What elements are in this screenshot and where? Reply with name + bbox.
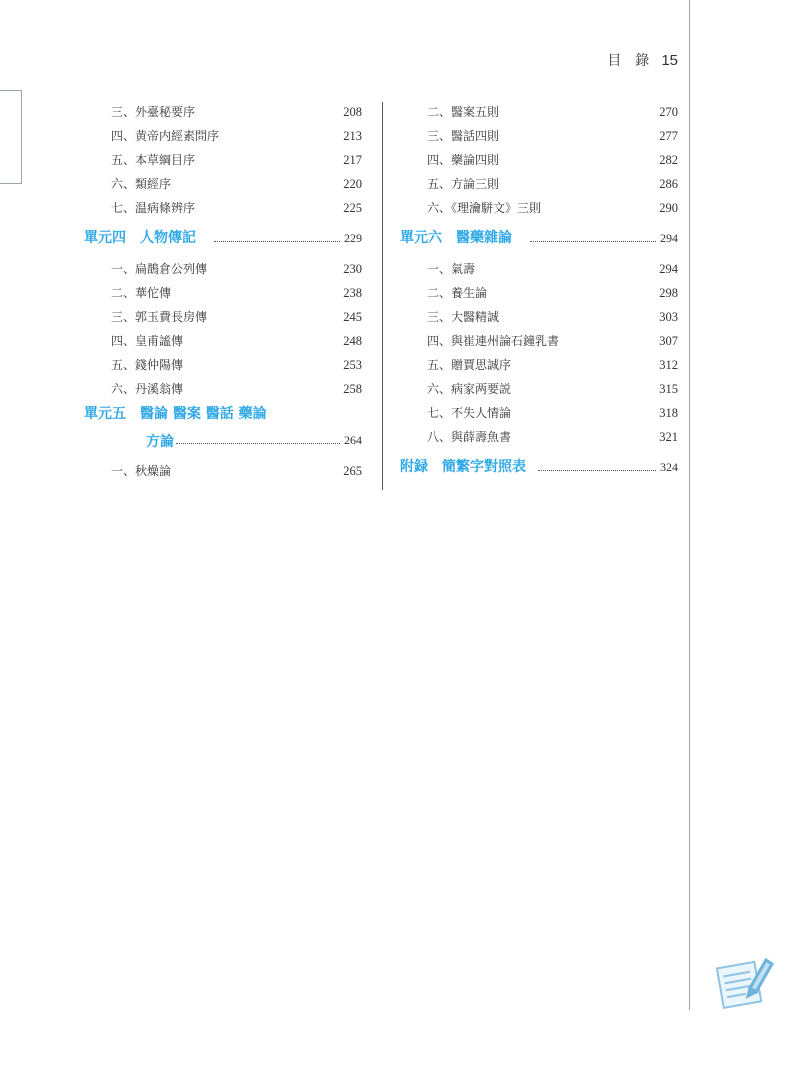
toc-entry[interactable] xyxy=(84,172,362,196)
toc-entry[interactable] xyxy=(84,377,362,401)
dot-leader xyxy=(176,425,340,455)
toc-entry[interactable] xyxy=(84,196,362,220)
toc-entry[interactable] xyxy=(84,148,362,172)
toc-entry-page: 294 xyxy=(659,262,678,276)
toc-entry[interactable] xyxy=(400,257,678,281)
unit-heading-4[interactable] xyxy=(84,220,362,257)
toc-entry-title: 八、與薛壽魚書 xyxy=(427,430,512,444)
toc-entry-title: 五、贈賈思誠序 xyxy=(427,358,512,372)
appendix-page: 324 xyxy=(660,460,678,474)
toc-entry[interactable] xyxy=(400,196,678,220)
toc-entry-page: 290 xyxy=(659,201,678,215)
toc-entry-title: 四、黄帝内經素問序 xyxy=(111,129,220,143)
header-page-number: 15 xyxy=(661,52,678,69)
toc-entry[interactable] xyxy=(84,100,362,124)
toc-entry[interactable] xyxy=(84,459,362,483)
unit-page: 229 xyxy=(344,231,362,245)
toc-entry-page: 298 xyxy=(659,286,678,300)
toc-entry-title: 六、《理瀹駢文》三則 xyxy=(427,201,542,215)
toc-entry-page: 303 xyxy=(659,310,678,324)
toc-entry-page: 253 xyxy=(343,358,362,372)
toc-entry-title: 六、病家两要説 xyxy=(427,382,512,396)
page-margin-rule xyxy=(689,0,690,1010)
unit-title-continued: 方論 xyxy=(146,434,174,450)
toc-entry-title: 三、大醫精誠 xyxy=(427,310,500,324)
notepad-pencil-icon xyxy=(714,954,774,1018)
unit-page: 264 xyxy=(344,433,362,447)
unit-title: 醫藥雜論 xyxy=(456,230,512,246)
unit-heading-title xyxy=(84,220,196,256)
toc-entry-page: 321 xyxy=(659,430,678,444)
toc-entry[interactable] xyxy=(84,329,362,353)
appendix-heading-title xyxy=(400,449,526,485)
unit-heading-5[interactable] xyxy=(84,401,362,459)
toc-entry-page: 213 xyxy=(343,129,362,143)
toc-entry-page: 220 xyxy=(343,177,362,191)
toc-entry-page: 318 xyxy=(659,406,678,420)
toc-entry[interactable] xyxy=(84,257,362,281)
unit-title: 醫論 醫案 醫話 藥論 xyxy=(140,406,267,422)
unit-number: 單元五 xyxy=(84,406,126,422)
toc-entry-title: 四、皇甫謐傳 xyxy=(111,334,184,348)
toc-entry-title: 四、藥論四則 xyxy=(427,153,500,167)
appendix-heading[interactable] xyxy=(400,449,678,486)
toc-entry-title: 七、温病條辨序 xyxy=(111,201,196,215)
unit-number: 單元四 xyxy=(84,230,126,246)
page-edge-tab xyxy=(0,90,22,184)
dot-leader xyxy=(530,220,656,256)
appendix-label: 附録 xyxy=(400,459,428,475)
toc-entry-page: 270 xyxy=(659,105,678,119)
toc-entry[interactable] xyxy=(400,172,678,196)
toc-entry[interactable] xyxy=(84,124,362,148)
toc-entry[interactable] xyxy=(400,124,678,148)
running-header xyxy=(607,50,678,70)
toc-entry-title: 六、丹溪翁傳 xyxy=(111,382,184,396)
toc-entry[interactable] xyxy=(400,401,678,425)
toc-entry-page: 248 xyxy=(343,334,362,348)
toc-entry-title: 三、郭玉費長房傳 xyxy=(111,310,208,324)
toc-entry[interactable] xyxy=(400,353,678,377)
toc-entry-page: 282 xyxy=(659,153,678,167)
toc-entry-title: 五、錢仲陽傳 xyxy=(111,358,184,372)
unit-title: 人物傳記 xyxy=(140,230,196,246)
toc-right-column xyxy=(400,100,678,486)
toc-entry-page: 286 xyxy=(659,177,678,191)
toc-entry-title: 一、氣壽 xyxy=(427,262,476,276)
toc-entry-title: 一、扁鵲倉公列傳 xyxy=(111,262,208,276)
unit-page: 294 xyxy=(660,231,678,245)
toc-entry-page: 307 xyxy=(659,334,678,348)
unit-heading-6[interactable] xyxy=(400,220,678,257)
toc-entry[interactable] xyxy=(400,305,678,329)
unit-heading-title xyxy=(400,220,512,256)
toc-entry-page: 265 xyxy=(343,464,362,478)
toc-entry-page: 315 xyxy=(659,382,678,396)
toc-entry[interactable] xyxy=(400,100,678,124)
column-divider xyxy=(382,102,383,490)
toc-entry-title: 六、類經序 xyxy=(111,177,172,191)
toc-entry-title: 二、醫案五則 xyxy=(427,105,500,119)
unit-number: 單元六 xyxy=(400,230,442,246)
toc-entry-title: 四、與崔連州論石鐘乳書 xyxy=(427,334,560,348)
header-label: 目 錄 xyxy=(607,53,650,69)
toc-entry-title: 二、華佗傳 xyxy=(111,286,172,300)
toc-entry[interactable] xyxy=(400,281,678,305)
toc-entry-title: 七、不失人情論 xyxy=(427,406,512,420)
toc-entry-page: 225 xyxy=(343,201,362,215)
toc-entry-title: 三、醫話四則 xyxy=(427,129,500,143)
toc-entry[interactable] xyxy=(400,148,678,172)
dot-leader xyxy=(214,220,340,256)
toc-entry-page: 208 xyxy=(343,105,362,119)
toc-entry-page: 258 xyxy=(343,382,362,396)
toc-entry-title: 二、養生論 xyxy=(427,286,488,300)
appendix-title: 簡繁字對照表 xyxy=(442,459,526,475)
toc-entry[interactable] xyxy=(84,305,362,329)
toc-entry-title: 五、方論三則 xyxy=(427,177,500,191)
toc-entry[interactable] xyxy=(400,329,678,353)
toc-entry-page: 245 xyxy=(343,310,362,324)
toc-entry[interactable] xyxy=(400,377,678,401)
toc-entry-page: 277 xyxy=(659,129,678,143)
dot-leader xyxy=(538,449,656,485)
toc-entry-page: 238 xyxy=(343,286,362,300)
toc-left-column xyxy=(84,100,362,483)
toc-entry[interactable] xyxy=(84,353,362,377)
toc-entry-title: 五、本草綱目序 xyxy=(111,153,196,167)
toc-entry[interactable] xyxy=(400,425,678,449)
unit-heading-title xyxy=(84,401,267,427)
toc-entry-page: 230 xyxy=(343,262,362,276)
toc-entry-title: 一、秋燥論 xyxy=(111,464,172,478)
toc-entry-page: 312 xyxy=(659,358,678,372)
toc-entry-title: 三、外臺秘要序 xyxy=(111,105,196,119)
toc-entry[interactable] xyxy=(84,281,362,305)
toc-entry-page: 217 xyxy=(343,153,362,167)
